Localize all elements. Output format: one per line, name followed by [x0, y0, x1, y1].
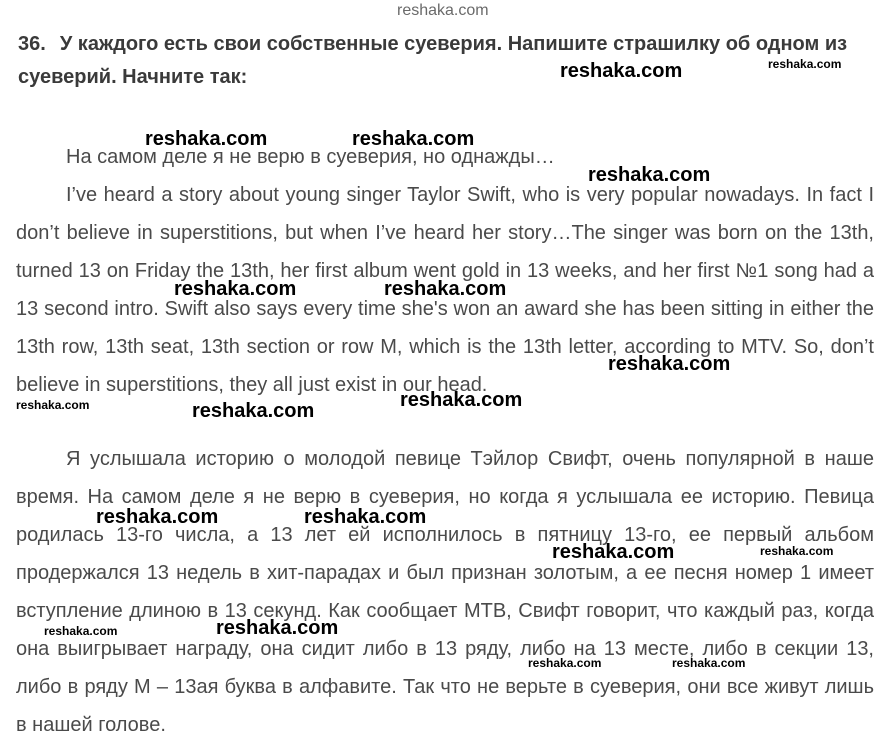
watermark: reshaka.com: [760, 544, 834, 558]
watermark: reshaka.com: [560, 60, 683, 82]
watermark: reshaka.com: [96, 506, 219, 528]
watermark: reshaka.com: [216, 617, 339, 639]
watermark: reshaka.com: [400, 389, 523, 411]
watermark: reshaka.com: [552, 541, 675, 563]
watermark: reshaka.com: [384, 278, 507, 300]
task-text: У каждого есть свои собственные суеверия. Напишите страшилку об одном из суеверий. Начните так:: [18, 33, 848, 88]
task-number: 36.: [18, 33, 46, 55]
watermark: reshaka.com: [768, 57, 842, 71]
watermark: reshaka.com: [588, 164, 711, 186]
watermark: reshaka.com: [672, 656, 746, 670]
watermark: reshaka.com: [16, 398, 90, 412]
watermark: reshaka.com: [192, 400, 315, 422]
essay-opening: На самом деле я не верю в суеверия, но однажды…: [66, 146, 555, 168]
site-watermark: reshaka.com: [397, 2, 489, 19]
watermark: reshaka.com: [174, 278, 297, 300]
essay-english-paragraph: I’ve heard a story about young singer Taylor Swift, who is very popular nowadays. In fact I don’t believe in superstitions, but when I’ve heard her story…The singer was born on the 13th, turned 13 on Friday the 13th, her first album went gold in 13 weeks, and her first №1 song had a 13 second intro. Swift also says every time she's won an award she has been sitting in either the 13th row, 13th seat, 13th section or row M, which is the 13th letter, according to MTV. So, don’t believe in superstitions, they all just exist in our head.: [16, 184, 874, 396]
watermark: reshaka.com: [528, 656, 602, 670]
task-prompt: [18, 28, 874, 94]
watermark: reshaka.com: [608, 353, 731, 375]
watermark: reshaka.com: [44, 624, 118, 638]
watermark: reshaka.com: [352, 128, 475, 150]
watermark: reshaka.com: [145, 128, 268, 150]
essay-russian-paragraph: Я услышала историю о молодой певице Тэйлор Свифт, очень популярной в наше время. На самом деле я не верю в суеверия, но когда я услышала ее историю. Певица родилась 13-го числа, а 13 лет ей исполнилось в пятницу 13-го, ее первый альбом продержался 13 недель в хит-парадах и был признан золотым, а ее песня номер 1 имеет вступление длиною в 13 секунд. Как сообщает МТВ, Свифт говорит, что каждый раз, когда она выигрывает награду, она сидит либо в 13 ряду, либо на 13 месте, либо в секции 13, либо в ряду М – 13ая буква в алфавите. Так что не верьте в суеверия, они все живут лишь в нашей голове.: [16, 448, 874, 736]
watermark: reshaka.com: [304, 506, 427, 528]
